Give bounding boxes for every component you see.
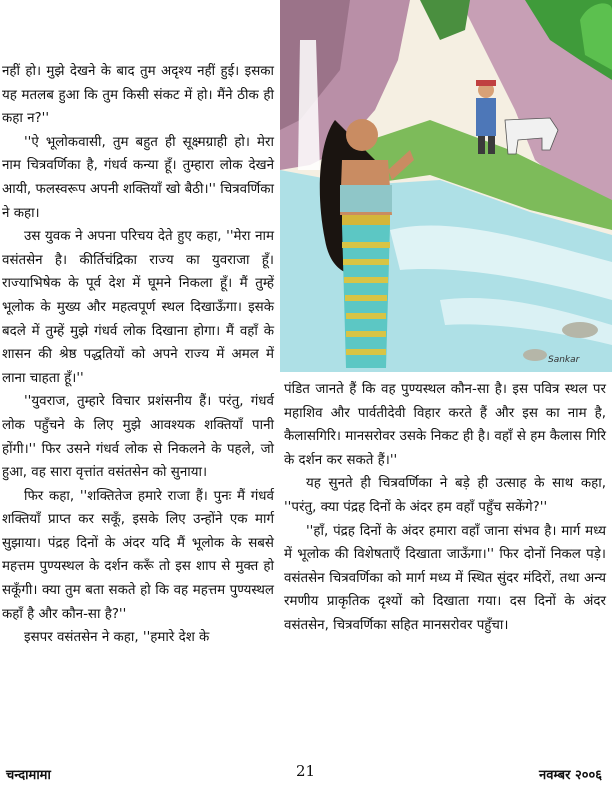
paragraph: यह सुनते ही चित्रवर्णिका ने बड़े ही उत्साह के साथ कहा, ''परंतु, क्या पंद्रह दिनों के अंदर हम वहाँ पहुँच सकेंगे?'' — [284, 476, 606, 515]
paragraph: ''युवराज, तुम्हारे विचार प्रशंसनीय हैं। परंतु, गंधर्व लोक पहुँचने के लिए मुझे आवश्यक शक्तियाँ पानी होंगी।'' फिर उसने गंधर्व लोक से निकलने के पहले, जो हुआ, वह सारा वृत्तांत वसंतसेन को सुनाया। — [2, 394, 274, 481]
paragraph: उस युवक ने अपना परिचय देते हुए कहा, ''मेरा नाम वसंतसेन है। कीर्तिचंद्रिका राज्य का युवराजा हूँ। राज्याभिषेक के पूर्व देश में घूमने निकला हूँ। मैं तुम्हें भूलोक के मुख्य और महत्वपूर्ण स्थल दिखाऊँगा। इसके बदले में तुम्हें मुझे गंधर्व लोक दिखाना होगा। मैं वहाँ के शासन की श्रेष्ठ पद्धतियों को अपने राज्य में अमल में लाना चाहता हूँ।'' — [2, 229, 274, 386]
paragraph: फिर कहा, ''शक्तितेज हमारे राजा हैं। पुनः मैं गंधर्व शक्तियाँ प्राप्त कर सकूँ, इसके लिए उन्होंने एक मार्ग सुझाया। पंद्रह दिनों के अंदर यदि मैं भूलोक के सबसे महत्तम पुण्यस्थल के दर्शन करूँ तो इस शाप से मुक्त हो सकूँगी। क्या तुम बता सकते हो कि वह महत्तम पुण्यस्थल कहाँ है और कौन-सा है?'' — [2, 488, 274, 622]
story-illustration-icon — [280, 0, 612, 372]
paragraph: ''ऐ भूलोकवासी, तुम बहुत ही सूक्ष्मग्राही हो। मेरा नाम चित्रवर्णिका है, गंधर्व कन्या हूँ। तुम्हारा लोक देखने आयी, फलस्वरूप अपनी शक्तियाँ खो बैठी।'' चित्रवर्णिका ने कहा। — [2, 134, 274, 221]
story-illustration — [280, 0, 612, 372]
paragraph: पंडित जानते हैं कि वह पुण्यस्थल कौन-सा है। इस पवित्र स्थल पर महाशिव और पार्वतीदेवी विहार करते हैं और इस का नाम है, कैलासगिरि। मानसरोवर उसके निकट ही है। वहाँ से हम कैलास गिरि के दर्शन कर सकते हैं।'' — [284, 382, 606, 468]
paragraph: इसपर वसंतसेन ने कहा, ''हमारे देश के — [24, 630, 210, 646]
magazine-name: चन्दामामा — [6, 768, 51, 783]
paragraph: नहीं हो। मुझे देखने के बाद तुम अदृश्य नहीं हुई। इसका यह मतलब हुआ कि तुम किसी संकट में हो। मैंने ठीक ही कहा न?'' — [2, 64, 274, 127]
page-number: 21 — [296, 762, 316, 780]
issue-date: नवम्बर २००६ — [539, 768, 602, 783]
artist-signature: Sankar — [548, 355, 580, 365]
left-text-column — [2, 60, 274, 650]
paragraph: ''हाँ, पंद्रह दिनों के अंदर हमारा वहाँ जाना संभव है। मार्ग मध्य में भूलोक की विशेषताएँ दिखाता जाऊँगा।'' फिर दोनों निकल पड़े। वसंतसेन चित्रवर्णिका को मार्ग मध्य में स्थित सुंदर मंदिरों, तथा अन्य रमणीय प्राकृतिक दृश्यों को दिखाता गया। दस दिनों के अंदर वसंतसेन, चित्रवर्णिका सहित मानसरोवर पहुँचा। — [284, 523, 606, 633]
right-text-column — [284, 378, 606, 638]
